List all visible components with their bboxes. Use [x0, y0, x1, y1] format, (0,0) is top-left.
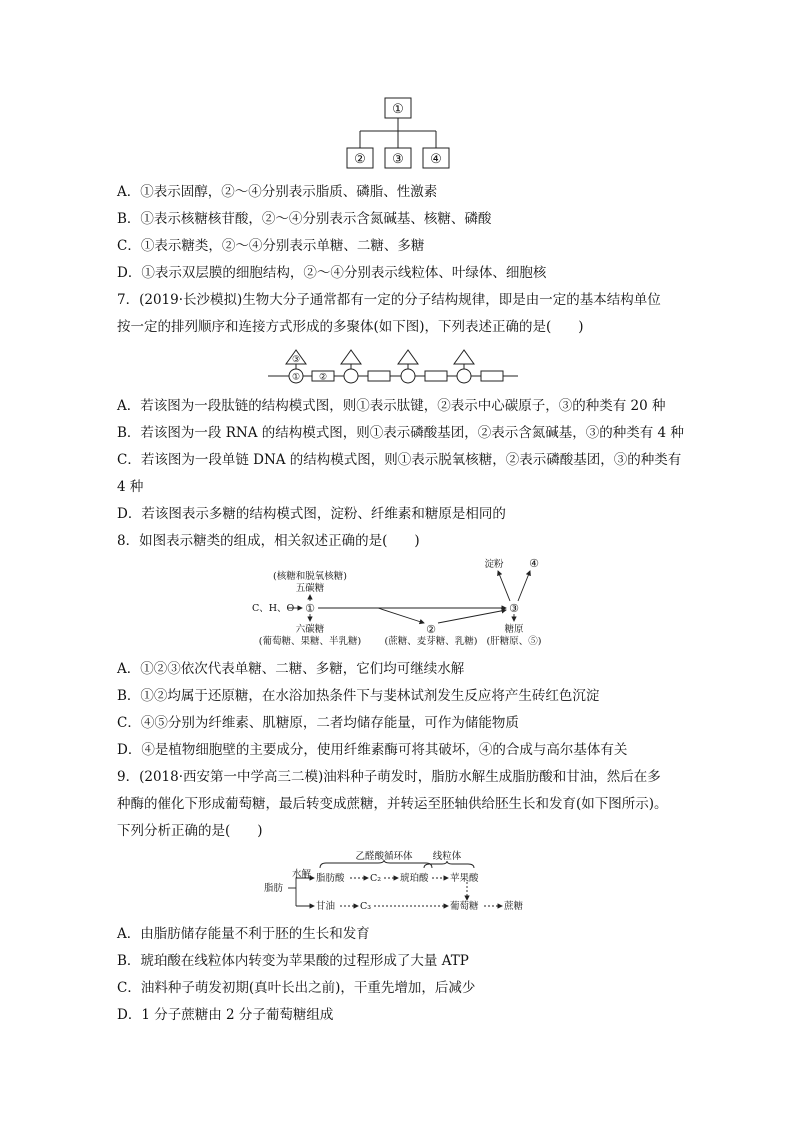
q9-mito-label: 线粒体 [432, 851, 462, 862]
q8-option-d[interactable]: D．④是植物细胞壁的主要成分，使用纤维素酶可将其破坏，④的合成与高尔基体有关 [117, 742, 628, 758]
q8-hexose: 六碳糖 [295, 624, 325, 635]
q8-pentose: 五碳糖 [295, 583, 325, 594]
q9-option-d[interactable]: D．1 分子蔗糖由 2 分子葡萄糖组成 [117, 1007, 334, 1023]
q8-glycogen-note: (肝糖原、⑤) [486, 636, 542, 647]
q7-option-c[interactable]: C．若该图为一段单链 DNA 的结构模式图，则①表示脱氧核糖，②表示磷酸基团，③的种类有 [117, 452, 682, 468]
q8-pentose-note: (核糖和脱氧核糖) [273, 571, 347, 582]
q8-node-1: ① [305, 602, 315, 615]
q7-rect [481, 371, 503, 381]
q9-fatty-acid: 脂肪酸 [316, 873, 345, 884]
q9-glycerol: 甘油 [316, 901, 336, 912]
q9-fat: 脂肪 [264, 883, 284, 894]
q9-c2: C₂ [370, 873, 382, 884]
q7-triangle [398, 350, 418, 364]
q7-option-a[interactable]: A．若该图为一段肽链的结构模式图，则①表示肽键，②表示中心碳原子，③的种类有 20 种 [117, 398, 666, 414]
q7-rect [425, 371, 447, 381]
q8-glycogen: 糖原 [504, 624, 524, 635]
q8-di-note: (蔗糖、麦芽糖、乳糖) [384, 636, 478, 647]
q8-elements: C、H、O [252, 603, 295, 614]
q9-glyoxysome-label: 乙醛酸循环体 [355, 851, 413, 862]
q8-node-4: ④ [529, 557, 539, 570]
q6-option-a[interactable]: A．①表示固醇，②～④分别表示脂质、磷脂、性激素 [117, 184, 438, 200]
q7-circle [457, 369, 471, 383]
q8-option-a[interactable]: A．①②③依次代表单糖、二糖、多糖，它们均可继续水解 [117, 661, 465, 677]
q9-hydrolysis-label: 水解 [292, 869, 312, 880]
q6-tree-diagram [340, 95, 460, 171]
q8-sugar-diagram [248, 557, 558, 653]
q6-option-d[interactable]: D．①表示双层膜的细胞结构，②～④分别表示线粒体、叶绿体、细胞核 [117, 265, 547, 281]
q7-triangle [454, 350, 474, 364]
q6-label-top: ① [392, 102, 404, 117]
q7-rect [368, 371, 390, 381]
q8-node-2: ② [426, 623, 436, 636]
q7-polymer-diagram [268, 346, 518, 386]
q9-conversion-diagram [262, 846, 552, 916]
q7-stem-line1: 7．(2019·长沙模拟)生物大分子通常都有一定的分子结构规律，即是由一定的基本结构单位 [117, 292, 661, 308]
q9-sucrose: 蔗糖 [504, 901, 524, 912]
q7-circle [344, 369, 358, 383]
q8-hexose-note: (葡萄糖、果糖、半乳糖) [258, 636, 362, 647]
q7-stem-line2: 按一定的排列顺序和连接方式形成的多聚体(如下图)，下列表述正确的是( ) [117, 319, 584, 335]
q8-starch: 淀粉 [484, 559, 504, 570]
q9-c3: C₃ [360, 901, 372, 912]
q9-glucose: 葡萄糖 [450, 901, 479, 912]
q8-option-c[interactable]: C．④⑤分别为纤维素、肌糖原，二者均储存能量，可作为储能物质 [117, 715, 519, 731]
q7-option-d[interactable]: D．若该图表示多糖的结构模式图，淀粉、纤维素和糖原是相同的 [117, 506, 506, 522]
q7-circle [401, 369, 415, 383]
q6-option-c[interactable]: C．①表示糖类，②～④分别表示单糖、二糖、多糖 [117, 238, 425, 254]
q7-option-b[interactable]: B．若该图为一段 RNA 的结构模式图，则①表示磷酸基团，②表示含氮碱基，③的种类有 4 种 [117, 425, 684, 441]
q9-stem-line2: 种酶的催化下形成葡萄糖，最后转变成蔗糖，并转运至胚轴供给胚生长和发育(如下图所示)。 [117, 796, 668, 812]
q6-label-2: ② [354, 152, 366, 167]
q6-label-4: ④ [430, 152, 442, 167]
q7-label-1: ① [291, 372, 301, 383]
q9-option-a[interactable]: A．由脂肪储存能量不利于胚的生长和发育 [117, 926, 370, 942]
q9-stem-line1: 9．(2018·西安第一中学高三二模)油料种子萌发时，脂肪水解生成脂肪酸和甘油，然后在多 [117, 769, 661, 785]
q8-node-3: ③ [509, 602, 519, 615]
q9-option-c[interactable]: C．油料种子萌发初期(真叶长出之前)，干重先增加，后减少 [117, 980, 476, 996]
q8-option-b[interactable]: B．①②均属于还原糖，在水浴加热条件下与斐林试剂发生反应将产生砖红色沉淀 [117, 688, 600, 704]
q7-label-2: ② [318, 372, 328, 383]
q9-malate: 苹果酸 [450, 873, 479, 884]
q6-option-b[interactable]: B．①表示核糖核苷酸，②～④分别表示含氮碱基、核糖、磷酸 [117, 211, 492, 227]
q8-stem: 8．如图表示糖类的组成，相关叙述正确的是( ) [117, 533, 420, 549]
q7-triangle [341, 350, 361, 364]
q7-label-3: ③ [291, 355, 301, 365]
q9-option-b[interactable]: B．琥珀酸在线粒体内转变为苹果酸的过程形成了大量 ATP [117, 953, 469, 969]
q7-option-c-cont: 4 种 [117, 479, 144, 495]
q9-stem-line3: 下列分析正确的是( ) [117, 823, 263, 839]
q6-label-3: ③ [392, 152, 404, 167]
q9-succinate: 琥珀酸 [400, 873, 429, 884]
